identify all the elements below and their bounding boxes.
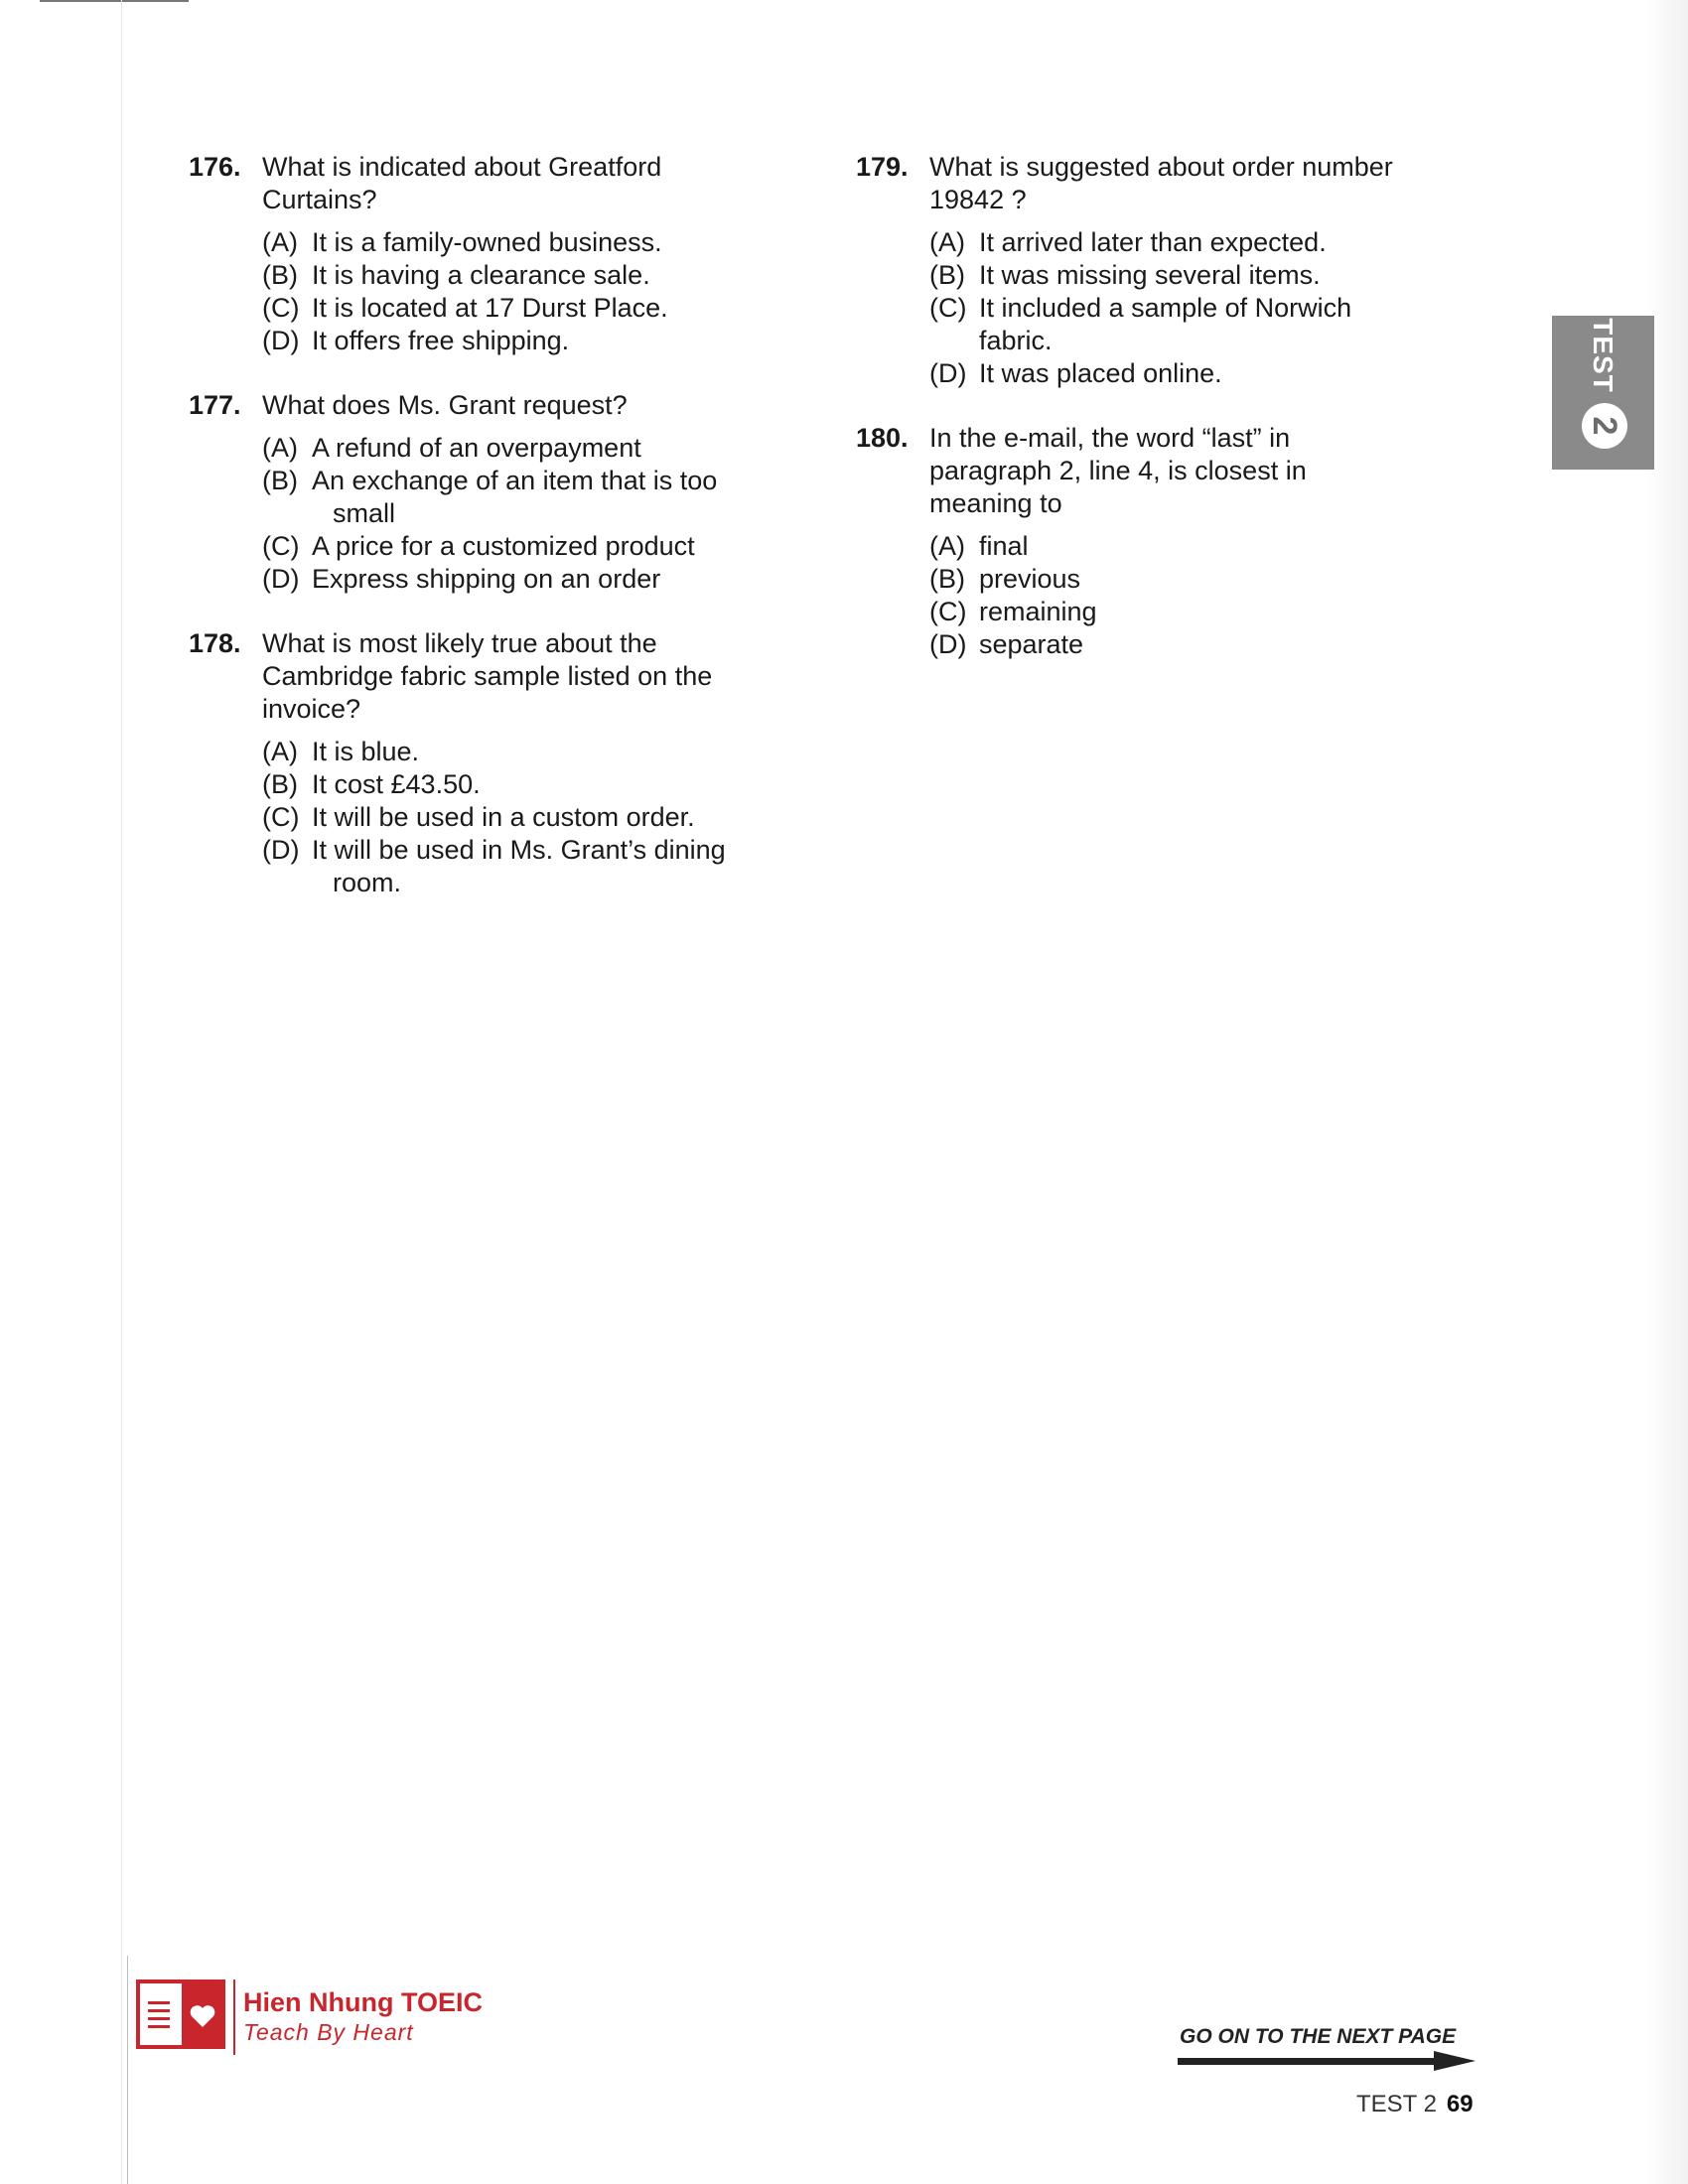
- answer-option: [929, 292, 1412, 357]
- page-margin-line-bottom: [127, 1956, 128, 2184]
- question-item: [856, 151, 1412, 390]
- option-text-continuation: small: [333, 498, 396, 528]
- option-text: [312, 260, 650, 290]
- option-text: [979, 293, 1351, 355]
- option-text: [979, 564, 1080, 594]
- option-letter: (A): [262, 737, 298, 766]
- question-text: What is suggested about order number 19842 ?: [929, 152, 1393, 214]
- answer-option: [929, 628, 1412, 661]
- option-letter: (B): [262, 769, 298, 799]
- option-text: [312, 466, 745, 530]
- option-text-line: It will be used in Ms. Grant’s dining: [312, 835, 726, 865]
- option-letter: (C): [262, 531, 300, 561]
- option-text: [979, 358, 1222, 388]
- option-letter: (B): [929, 564, 965, 594]
- question-column-left: [189, 151, 745, 931]
- option-text: [979, 597, 1097, 626]
- page-number: 69: [1446, 2091, 1474, 2117]
- answer-option: [929, 596, 1412, 628]
- question-number: 177.: [189, 390, 241, 420]
- question-text: What does Ms. Grant request?: [262, 390, 628, 420]
- logo-subtitle: Teach By Heart: [243, 2019, 414, 2045]
- option-letter: (C): [262, 802, 300, 832]
- option-text: [312, 564, 660, 594]
- option-text-line: separate: [979, 629, 1084, 659]
- option-letter: (A): [929, 227, 965, 257]
- question-number: 178.: [189, 628, 241, 658]
- answer-option: [262, 834, 745, 899]
- answer-option: [262, 801, 745, 834]
- go-next-page: [1178, 2025, 1476, 2073]
- answer-option: [262, 292, 745, 325]
- option-text-line: It cost £43.50.: [312, 769, 481, 799]
- answer-options: [929, 530, 1412, 661]
- option-letter: (C): [262, 293, 300, 323]
- option-text: [312, 802, 695, 832]
- option-text: [312, 433, 641, 463]
- option-letter: (C): [929, 597, 967, 626]
- question-text: What is indicated about Greatford Curtains?: [262, 152, 662, 214]
- option-text-line: It was missing several items.: [979, 260, 1321, 290]
- option-letter: (D): [929, 629, 967, 659]
- question-number: 179.: [856, 152, 909, 182]
- answer-option: [262, 563, 745, 596]
- option-text: [312, 737, 419, 766]
- answer-option: [262, 432, 745, 465]
- option-text: [979, 260, 1321, 290]
- test-tab-label: TEST: [1588, 318, 1618, 393]
- option-text: [312, 835, 745, 899]
- answer-option: [262, 768, 745, 801]
- option-text-line: Express shipping on an order: [312, 564, 661, 594]
- go-next-label: GO ON TO THE NEXT PAGE: [1180, 2025, 1457, 2048]
- option-text: [312, 326, 569, 355]
- option-text: [979, 629, 1083, 659]
- option-letter: (B): [262, 260, 298, 290]
- question-item: [189, 389, 745, 596]
- answer-option: [929, 357, 1412, 390]
- option-text-continuation: room.: [333, 868, 402, 897]
- test-side-tab: [1552, 316, 1654, 470]
- test-tab-number: 2: [1582, 403, 1627, 449]
- option-text: [979, 531, 1029, 561]
- scan-edge-line: [40, 0, 189, 2]
- answer-option: [262, 259, 745, 292]
- question-column-right: [856, 151, 1412, 693]
- answer-option: [929, 226, 1412, 259]
- option-letter: (A): [929, 531, 965, 561]
- option-letter: (B): [929, 260, 965, 290]
- option-text-line: An exchange of an item that is too: [312, 466, 718, 495]
- page-margin-line: [121, 0, 122, 2184]
- option-text: [979, 227, 1327, 257]
- option-letter: (C): [929, 293, 967, 323]
- page-footer: [1356, 2091, 1474, 2118]
- option-text-line: It is blue.: [312, 737, 420, 766]
- answer-option: [929, 563, 1412, 596]
- option-letter: (D): [262, 564, 300, 594]
- answer-option: [929, 530, 1412, 563]
- option-text-line: A refund of an overpayment: [312, 433, 641, 463]
- option-text-line: final: [979, 531, 1029, 561]
- option-text-line: It offers free shipping.: [312, 326, 570, 355]
- option-text-line: It included a sample of Norwich fabric.: [979, 293, 1352, 355]
- option-letter: (D): [262, 835, 300, 865]
- publisher-logo: [136, 1979, 533, 2055]
- option-text-line: A price for a customized product: [312, 531, 695, 561]
- option-text: [312, 227, 662, 257]
- option-text: [312, 769, 481, 799]
- answer-options: [262, 432, 745, 596]
- question-text: In the e-mail, the word “last” in paragraph 2, line 4, is closest in meaning to: [929, 423, 1307, 518]
- answer-options: [262, 226, 745, 357]
- option-text-line: It arrived later than expected.: [979, 227, 1327, 257]
- option-letter: (A): [262, 433, 298, 463]
- answer-option: [929, 259, 1412, 292]
- answer-options: [262, 736, 745, 899]
- question-item: [856, 422, 1412, 661]
- option-text: [312, 531, 695, 561]
- book-heart-icon: [136, 1979, 225, 2049]
- question-item: [189, 627, 745, 899]
- option-letter: (D): [929, 358, 967, 388]
- answer-option: [262, 530, 745, 563]
- option-text-line: It is a family-owned business.: [312, 227, 662, 257]
- question-number: 176.: [189, 152, 241, 182]
- footer-test-label: TEST 2: [1356, 2091, 1437, 2117]
- answer-option: [262, 325, 745, 357]
- answer-options: [929, 226, 1412, 390]
- option-text-line: It will be used in a custom order.: [312, 802, 695, 832]
- option-text-line: It is located at 17 Durst Place.: [312, 293, 668, 323]
- option-text-line: previous: [979, 564, 1081, 594]
- answer-option: [262, 736, 745, 768]
- answer-option: [262, 465, 745, 530]
- arrow-right-icon: [1178, 2051, 1476, 2071]
- question-text: What is most likely true about the Cambridge fabric sample listed on the invoice?: [262, 628, 713, 724]
- option-letter: (A): [262, 227, 298, 257]
- option-text-line: It was placed online.: [979, 358, 1222, 388]
- logo-divider: [233, 1979, 235, 2055]
- option-letter: (D): [262, 326, 300, 355]
- option-text-line: remaining: [979, 597, 1097, 626]
- answer-option: [262, 226, 745, 259]
- logo-title: Hien Nhung TOEIC: [243, 1987, 483, 2017]
- option-letter: (B): [262, 466, 298, 495]
- question-item: [189, 151, 745, 357]
- option-text-line: It is having a clearance sale.: [312, 260, 650, 290]
- option-text: [312, 293, 668, 323]
- question-number: 180.: [856, 423, 909, 453]
